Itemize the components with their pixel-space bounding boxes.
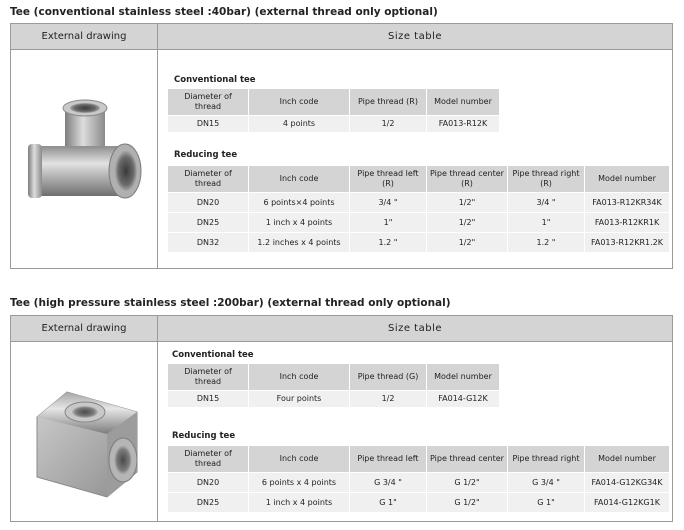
header-cell: Model number	[427, 89, 499, 115]
header-cell: Pipe thread center (R)	[427, 166, 507, 192]
cell: 1 inch x 4 points	[249, 213, 349, 232]
cell: G 1"	[508, 493, 584, 512]
cell: FA014-G12KG34K	[585, 473, 669, 492]
cell: DN25	[168, 493, 248, 512]
table-row	[168, 391, 499, 407]
table-header-row	[168, 166, 669, 192]
cell: 1"	[350, 213, 426, 232]
table-row	[168, 116, 499, 132]
cell: 1.2 inches x 4 points	[249, 233, 349, 252]
header-cell: Pipe thread right (R)	[508, 166, 584, 192]
cell: FA013-R12KR34K	[585, 193, 669, 212]
header-cell: Inch code	[249, 89, 349, 115]
header-cell: Pipe thread left (R)	[350, 166, 426, 192]
cell: FA013-R12K	[427, 116, 499, 132]
header-cell: Model number	[427, 364, 499, 390]
section2-header-external-drawing: External drawing	[11, 316, 158, 342]
section2-conventional-table	[167, 363, 500, 408]
header-cell: Diameter of thread	[168, 89, 248, 115]
cell: FA013-R12KR1K	[585, 213, 669, 232]
header-cell: Model number	[585, 446, 669, 472]
section1-reducing-table	[167, 165, 670, 253]
section2-header-size-table: Size table	[158, 316, 672, 342]
cell: DN15	[168, 391, 248, 407]
header-cell: Pipe thread center	[427, 446, 507, 472]
cell: DN15	[168, 116, 248, 132]
section1-header-external-drawing: External drawing	[11, 24, 158, 50]
cell: FA014-G12KG1K	[585, 493, 669, 512]
cell: 1/2"	[427, 213, 507, 232]
header-cell: Model number	[585, 166, 669, 192]
cell: G 1/2"	[427, 473, 507, 492]
cell: DN20	[168, 473, 248, 492]
table-row	[168, 473, 669, 492]
section1-title: Tee (conventional stainless steel :40bar) (external thread only optional)	[10, 6, 438, 18]
header-cell: Pipe thread (R)	[350, 89, 426, 115]
section1-conventional-label: Conventional tee	[174, 75, 256, 85]
cell: DN25	[168, 213, 248, 232]
cell: 1/2	[350, 391, 426, 407]
cell: 4 points	[249, 116, 349, 132]
cell: 1.2 "	[508, 233, 584, 252]
cell: FA014-G12K	[427, 391, 499, 407]
cell: 1/2"	[427, 193, 507, 212]
cell: FA013-R12KR1.2K	[585, 233, 669, 252]
cell: 6 points×4 points	[249, 193, 349, 212]
section2-conventional-label: Conventional tee	[172, 350, 254, 360]
section1-column-divider	[157, 50, 158, 268]
section2-title: Tee (high pressure stainless steel :200bar) (external thread only optional)	[10, 297, 451, 309]
header-cell: Inch code	[249, 166, 349, 192]
header-cell: Inch code	[249, 364, 349, 390]
section2-column-divider	[157, 342, 158, 521]
cell: DN20	[168, 193, 248, 212]
table-header-row	[168, 89, 499, 115]
table-header-row	[168, 364, 499, 390]
header-cell: Pipe thread right	[508, 446, 584, 472]
header-cell: Pipe thread left	[350, 446, 426, 472]
cell: 1"	[508, 213, 584, 232]
table-row	[168, 213, 669, 232]
cast-tee-photo	[25, 94, 145, 224]
section1-conventional-table	[167, 88, 500, 133]
cell: G 3/4 "	[508, 473, 584, 492]
cell: 3/4 "	[508, 193, 584, 212]
table-row	[168, 233, 669, 252]
cell: 1.2 "	[350, 233, 426, 252]
forged-tee-photo	[27, 372, 147, 502]
table-header-row	[168, 446, 669, 472]
cell: G 1"	[350, 493, 426, 512]
section2-frame	[10, 315, 673, 522]
section1-header-size-table: Size table	[158, 24, 672, 50]
cell: 3/4 "	[350, 193, 426, 212]
cell: G 1/2"	[427, 493, 507, 512]
table-row	[168, 193, 669, 212]
header-cell: Diameter of thread	[168, 364, 248, 390]
cell: DN32	[168, 233, 248, 252]
cell: Four points	[249, 391, 349, 407]
section2-reducing-table	[167, 445, 670, 513]
header-cell: Inch code	[249, 446, 349, 472]
section1-frame	[10, 23, 673, 269]
section1-reducing-label: Reducing tee	[174, 150, 238, 160]
header-cell: Pipe thread (G)	[350, 364, 426, 390]
cell: G 3/4 "	[350, 473, 426, 492]
header-cell: Diameter of thread	[168, 446, 248, 472]
table-row	[168, 493, 669, 512]
section2-reducing-label: Reducing tee	[172, 431, 236, 441]
cell: 1/2	[350, 116, 426, 132]
header-cell: Diameter of thread	[168, 166, 248, 192]
cell: 6 points x 4 points	[249, 473, 349, 492]
cell: 1/2"	[427, 233, 507, 252]
cell: 1 inch x 4 points	[249, 493, 349, 512]
